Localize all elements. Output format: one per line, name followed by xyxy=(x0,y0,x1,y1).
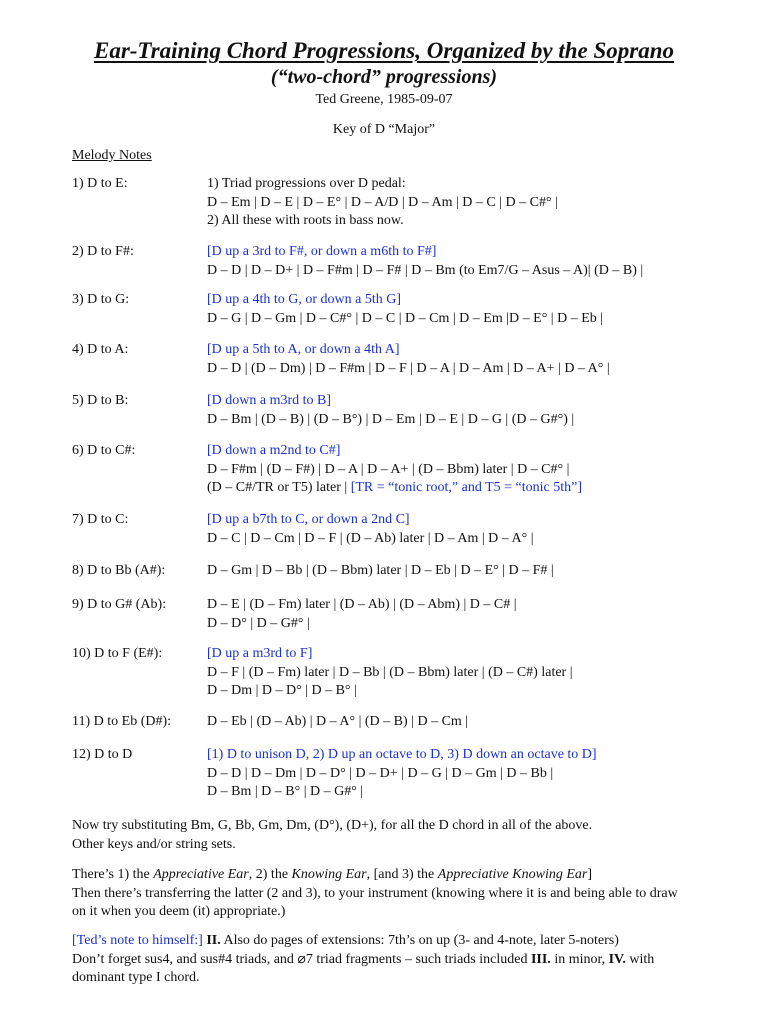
progression-item xyxy=(72,392,732,429)
chord-progression-line xyxy=(207,783,732,802)
roman-numeral: II. xyxy=(206,933,221,948)
teds-note-line-1 xyxy=(72,932,732,951)
chord-progression-line xyxy=(207,530,732,549)
chord-progression-line xyxy=(207,262,732,281)
chord-progression-line xyxy=(207,175,732,194)
interval-description xyxy=(207,291,732,310)
chord-progression-line xyxy=(207,562,732,581)
ear-types-paragraph xyxy=(72,866,732,922)
teds-note-line-3: dominant type I chord. xyxy=(72,970,200,985)
progression-item xyxy=(72,746,732,802)
progression-body xyxy=(207,291,732,328)
ear-text: , [and 3) the xyxy=(366,867,438,882)
line-note: [TR = “tonic root,” and T5 = “tonic 5th”] xyxy=(350,480,582,495)
line-text: D – E | (D – Fm) later | (D – Ab) | (D – Abm) | D – C# | xyxy=(207,597,517,612)
appreciative-knowing-ear: Appreciative Knowing Ear xyxy=(437,867,588,882)
chord-progression-line xyxy=(207,664,732,683)
author-line: Ted Greene, 1985-09-07 xyxy=(315,92,453,107)
line-text: D – Gm | D – Bb | (D – Bbm) later | D – Eb | D – E° | D – F# | xyxy=(207,563,554,578)
chord-progression-line xyxy=(207,212,732,231)
progression-item xyxy=(72,291,732,328)
chord-progression-line xyxy=(207,194,732,213)
line-text: (D – C#/TR or T5) later | xyxy=(207,480,351,495)
ear-text: , 2) the xyxy=(248,867,292,882)
melody-note-label: 3) D to G: xyxy=(72,292,130,307)
progression-body xyxy=(207,175,732,231)
line-text: 1) Triad progressions over D pedal: xyxy=(207,176,406,191)
key-line: Key of D “Major” xyxy=(332,122,436,137)
melody-note-label: 1) D to E: xyxy=(72,176,128,191)
interval-description xyxy=(207,341,732,360)
progression-item xyxy=(72,596,732,633)
melody-notes-heading: Melody Notes xyxy=(72,148,152,163)
chord-progression-line xyxy=(207,479,732,498)
melody-note-label: 9) D to G# (Ab): xyxy=(72,597,167,612)
line-text: D – Bm | (D – B) | (D – B°) | D – Em | D – E | D – G | (D – G#°) | xyxy=(207,411,575,427)
teds-note-label: [Ted’s note to himself:] xyxy=(72,933,203,948)
progression-item xyxy=(72,442,732,498)
melody-note-label: 8) D to Bb (A#): xyxy=(72,563,166,578)
progression-body xyxy=(207,442,732,498)
interval-description xyxy=(207,442,732,461)
line-text: D – Bm | D – B° | D – G#° | xyxy=(207,784,364,799)
roman-numeral: III. xyxy=(530,951,551,967)
page-subtitle: (“two-chord” progressions) xyxy=(270,66,498,88)
chord-progression-line xyxy=(207,461,732,480)
line-text: D – D | D – Dm | D – D° | D – D+ | D – G | D – Gm | D – Bb | xyxy=(207,765,554,781)
appreciative-ear: Appreciative Ear xyxy=(153,867,249,882)
line-text: D – F#m | (D – F#) | D – A | D – A+ | (D – Bbm) later | D – C#° | xyxy=(207,461,570,477)
chord-progression-line xyxy=(207,615,732,634)
progression-body xyxy=(207,341,732,378)
substitution-line-2: Other keys and/or string sets. xyxy=(72,836,236,852)
teds-note-line-2 xyxy=(72,951,732,970)
melody-note-label: 4) D to A: xyxy=(72,342,129,357)
chord-progression-line xyxy=(207,596,732,615)
line-text: [D down a m3rd to B] xyxy=(207,393,332,408)
ear-text: There’s 1) the xyxy=(72,867,154,882)
progression-body xyxy=(207,562,732,581)
melody-note-label: 6) D to C#: xyxy=(72,443,136,458)
chord-progression-line xyxy=(207,310,732,329)
line-text: 2) All these with roots in bass now. xyxy=(207,213,404,228)
line-text: D – Dm | D – D° | D – B° | xyxy=(207,683,357,698)
progression-body xyxy=(207,645,732,701)
line-text: D – C | D – Cm | D – F | (D – Ab) later | D – Am | D – A° | xyxy=(207,530,534,546)
progression-body xyxy=(207,511,732,548)
teds-note-paragraph xyxy=(72,932,732,988)
note-text: Also do pages of extensions: 7th’s on up (3- and 4-note, later 5-noters) xyxy=(220,933,619,948)
progression-item xyxy=(72,511,732,548)
chord-progression-line xyxy=(207,765,732,784)
line-text: D – D° | D – G#° | xyxy=(207,615,310,631)
ear-types-line-1 xyxy=(72,866,732,885)
chord-progression-line xyxy=(207,713,732,732)
chord-progression-line xyxy=(207,360,732,379)
melody-note-label: 5) D to B: xyxy=(72,393,129,408)
line-text: D – Eb | (D – Ab) | D – A° | (D – B) | D – Cm | xyxy=(207,714,469,729)
line-text: [D up a 3rd to F#, or down a m6th to F#] xyxy=(207,244,437,259)
progression-item xyxy=(72,713,732,732)
melody-note-label: 10) D to F (E#): xyxy=(72,646,163,661)
melody-note-label: 12) D to D xyxy=(72,747,133,762)
chord-progression-line xyxy=(207,682,732,701)
substitution-line-1: Now try substituting Bm, G, Bb, Gm, Dm, (D°), (D+), for all the D chord in all of the above. xyxy=(72,818,593,833)
line-text: D – G | D – Gm | D – C#° | D – C | D – Cm | D – Em |D – E° | D – Eb | xyxy=(207,310,604,326)
line-text: D – D | D – D+ | D – F#m | D – F# | D – Bm (to Em7/G – Asus – A)| (D – B) | xyxy=(207,262,644,278)
line-text: [1) D to unison D, 2) D up an octave to D, 3) D down an octave to D] xyxy=(207,747,597,762)
note-text: with xyxy=(625,951,655,967)
line-text: [D down a m2nd to C#] xyxy=(207,443,341,458)
chord-progression-line xyxy=(207,411,732,430)
interval-description xyxy=(207,511,732,530)
interval-description xyxy=(207,392,732,411)
progression-body xyxy=(207,243,732,280)
progression-body xyxy=(207,392,732,429)
line-text: D – D | (D – Dm) | D – F#m | D – F | D – A | D – Am | D – A+ | D – A° | xyxy=(207,360,610,376)
interval-description xyxy=(207,746,732,765)
interval-description xyxy=(207,243,732,262)
line-text: [D up a 4th to G, or down a 5th G] xyxy=(207,292,402,307)
melody-note-label: 11) D to Eb (D#): xyxy=(72,714,172,729)
melody-note-label: 7) D to C: xyxy=(72,512,129,527)
ear-types-line-2: Then there’s transferring the latter (2 and 3), to your instrument (knowing where it is and being able to draw xyxy=(72,885,678,901)
line-text: [D up a m3rd to F] xyxy=(207,646,313,661)
line-text: D – Em | D – E | D – E° | D – A/D | D – Am | D – C | D – C#° | xyxy=(207,194,558,210)
progression-item xyxy=(72,341,732,378)
progression-body xyxy=(207,746,732,802)
knowing-ear: Knowing Ear xyxy=(291,867,367,882)
line-text: [D up a b7th to C, or down a 2nd C] xyxy=(207,512,410,527)
substitution-paragraph xyxy=(72,817,732,854)
page-title: Ear-Training Chord Progressions, Organized by the Soprano xyxy=(93,38,675,63)
interval-description xyxy=(207,645,732,664)
progression-body xyxy=(207,713,732,732)
note-text: in minor, xyxy=(550,951,609,967)
line-text: D – F | (D – Fm) later | D – Bb | (D – Bbm) later | (D – C#) later | xyxy=(207,664,573,680)
note-text: Don’t forget sus4, and sus#4 triads, and ⌀7 triad fragments – such triads included xyxy=(72,951,531,967)
progression-item xyxy=(72,645,732,701)
progression-item xyxy=(72,175,732,231)
melody-note-label: 2) D to F#: xyxy=(72,244,134,259)
ear-types-line-3: on it when you deem (it) appropriate.) xyxy=(72,904,286,919)
roman-numeral: IV. xyxy=(608,951,626,967)
progression-item xyxy=(72,243,732,280)
progression-item xyxy=(72,562,732,581)
ear-text: ] xyxy=(587,867,593,882)
progression-body xyxy=(207,596,732,633)
line-text: [D up a 5th to A, or down a 4th A] xyxy=(207,342,400,357)
